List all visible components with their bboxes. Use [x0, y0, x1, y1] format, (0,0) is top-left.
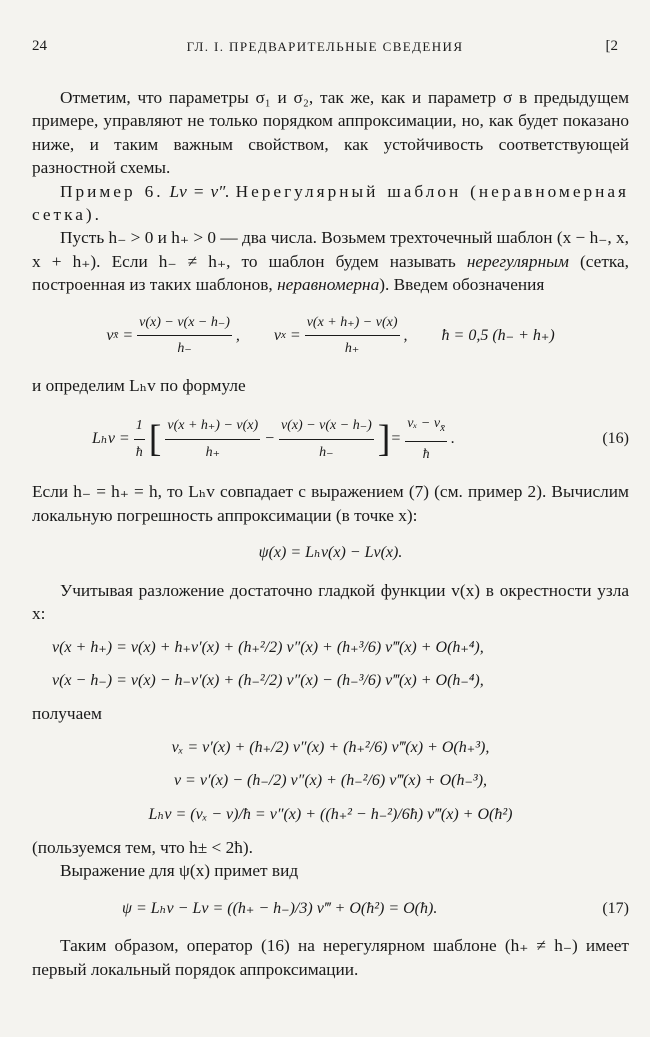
- p3-text-a: Пусть h₋ > 0 и h₊ > 0 — два числа. Возьмем трехточечный шаблон (x − h₋, x, x + h₊). Если h₋ ≠ h₊, то шаблон будем называть: [32, 228, 629, 271]
- equation-17: [32, 897, 629, 920]
- def-a-den: h₋: [177, 341, 192, 357]
- eq16-f2-num: v(x) − v(x − h₋): [279, 414, 374, 439]
- result-forward: vₓ = v′(x) + (h₊/2) v″(x) + (h₊²/6) v‴(x) + O(h₊³),: [171, 738, 490, 756]
- eq16-f1-den: h₊: [205, 444, 220, 460]
- eq16-f3-den: ħ: [422, 447, 430, 463]
- results: [32, 736, 629, 826]
- def-b-lhs: v: [273, 326, 282, 344]
- result-backward-text: v = v′(x) − (h₋/2) v″(x) + (h₋²/6) v‴(x) + O(h₋³),: [173, 772, 488, 790]
- running-title: ГЛ. I. ПРЕДВАРИТЕЛЬНЫЕ СВЕДЕНИЯ: [186, 39, 464, 54]
- example-equation: Lv = v″.: [169, 181, 230, 201]
- expansion-plus: v(x + h₊) = v(x) + h₊v′(x) + (h₊²/2) v″(x) + (h₊³/6) v‴(x) + O(h₊⁴),: [52, 638, 484, 656]
- taylor-expansions: [32, 636, 629, 693]
- eq16-f2-den: h₋: [319, 444, 334, 460]
- page-body: [32, 86, 629, 981]
- eq16-f1-num: v(x + h₊) − v(x): [165, 414, 260, 439]
- paragraph-1: Отметим, что параметры σ₁ и σ₂, так же, как и параметр σ в предыдущем примере, управляют не только порядком аппроксимации, но, как будет показано ниже, и таким важным свойством, как устойчивость соответствующей разностной схемы.: [32, 88, 629, 178]
- def-a-num: v(x) − v(x − h₋): [137, 311, 232, 336]
- term-nonuniform: неравномерна: [277, 275, 380, 295]
- eq17-text: ψ = Lₕv − Lv = ((h₊ − h₋)/3) v‴ + O(ħ²) = O(ħ).: [122, 899, 438, 917]
- def-b-den: h₊: [344, 341, 360, 357]
- paragraph-4: и определим Lₕv по формуле: [32, 376, 246, 396]
- equation-psi: ψ(x) = Lₕv(x) − Lv(x).: [258, 544, 403, 562]
- eq16-equals: =: [390, 430, 402, 448]
- page-header: [32, 38, 618, 58]
- def-a-lhs: v: [106, 326, 114, 344]
- paragraph-3: [32, 226, 629, 296]
- paragraph-10: Таким образом, оператор (16) на нерегулярном шаблоне (h₊ ≠ h₋) имеет первый локальный порядок аппроксимации.: [32, 936, 629, 979]
- term-irregular: нерегулярным: [466, 251, 569, 271]
- eq16-minus: −: [264, 430, 275, 448]
- example-title: Пример 6.: [60, 181, 164, 201]
- paragraph-7: получаем: [32, 704, 102, 724]
- result-backward: [32, 769, 629, 792]
- expansion-minus: v(x − h₋) = v(x) − h₋v′(x) + (h₋²/2) v″(x) − (h₋³/6) v‴(x) + O(h₋⁴),: [52, 671, 484, 689]
- p3-text-b: (сетка, построенная из таких шаблонов,: [32, 251, 629, 295]
- example-subtitle: Нерегулярный шаблон (неравномерная сетка).: [32, 181, 629, 225]
- equation-16: Lₕv = $\frac{1}{ħ}$ [ $\frac{v(x + h_+) - v(x)}{h_+}$ − $\frac{v(x) - v(x - h_-)}{h_-}$ ] = $\frac{v_x - v_{x̄}}{ħ}$ . (16): [32, 412, 629, 467]
- eq16-f3-num: vₓ − v: [407, 415, 441, 431]
- equation-definitions: v x̄ = $\frac{v(x) - v(x - h_-)}{h_-}$ , v x = $\frac{v(x + h_+) - v(x)}{h_+}$ , ħ = 0,5 (h₋ + h₊): [32, 311, 629, 361]
- eq16-number: (16): [602, 430, 629, 448]
- paragraph-8: (пользуемся тем, что h± < 2ħ).: [32, 837, 253, 857]
- eq16-one: 1: [134, 414, 145, 439]
- def-b-num: v(x + h₊) − v(x): [305, 311, 400, 336]
- eq16-lhs: Lₕv =: [92, 430, 130, 448]
- page-number: 24: [32, 38, 47, 54]
- eq16-hbar: ħ: [135, 444, 143, 460]
- def-hbar: ħ = 0,5 (h₋ + h₊): [441, 326, 555, 344]
- paragraph-5: Если h₋ = h₊ = h, то Lₕv совпадает с выражением (7) (см. пример 2). Вычислим локальную погрешность аппроксимации (в точке x):: [32, 482, 629, 525]
- paragraph-example-6: [32, 180, 629, 227]
- result-operator: Lₕv = (vₓ − v)/ħ = v″(x) + ((h₊² − h₋²)/6ħ) v‴(x) + O(ħ²): [148, 805, 513, 823]
- eq17-number: (17): [602, 899, 629, 917]
- paragraph-6: Учитывая разложение достаточно гладкой функции v(x) в окрестности узла x:: [32, 580, 629, 624]
- section-marker: [2: [605, 38, 618, 54]
- p3-text-c: ). Введем обозначения: [379, 275, 545, 295]
- paragraph-9: Выражение для ψ(x) примет вид: [60, 861, 299, 881]
